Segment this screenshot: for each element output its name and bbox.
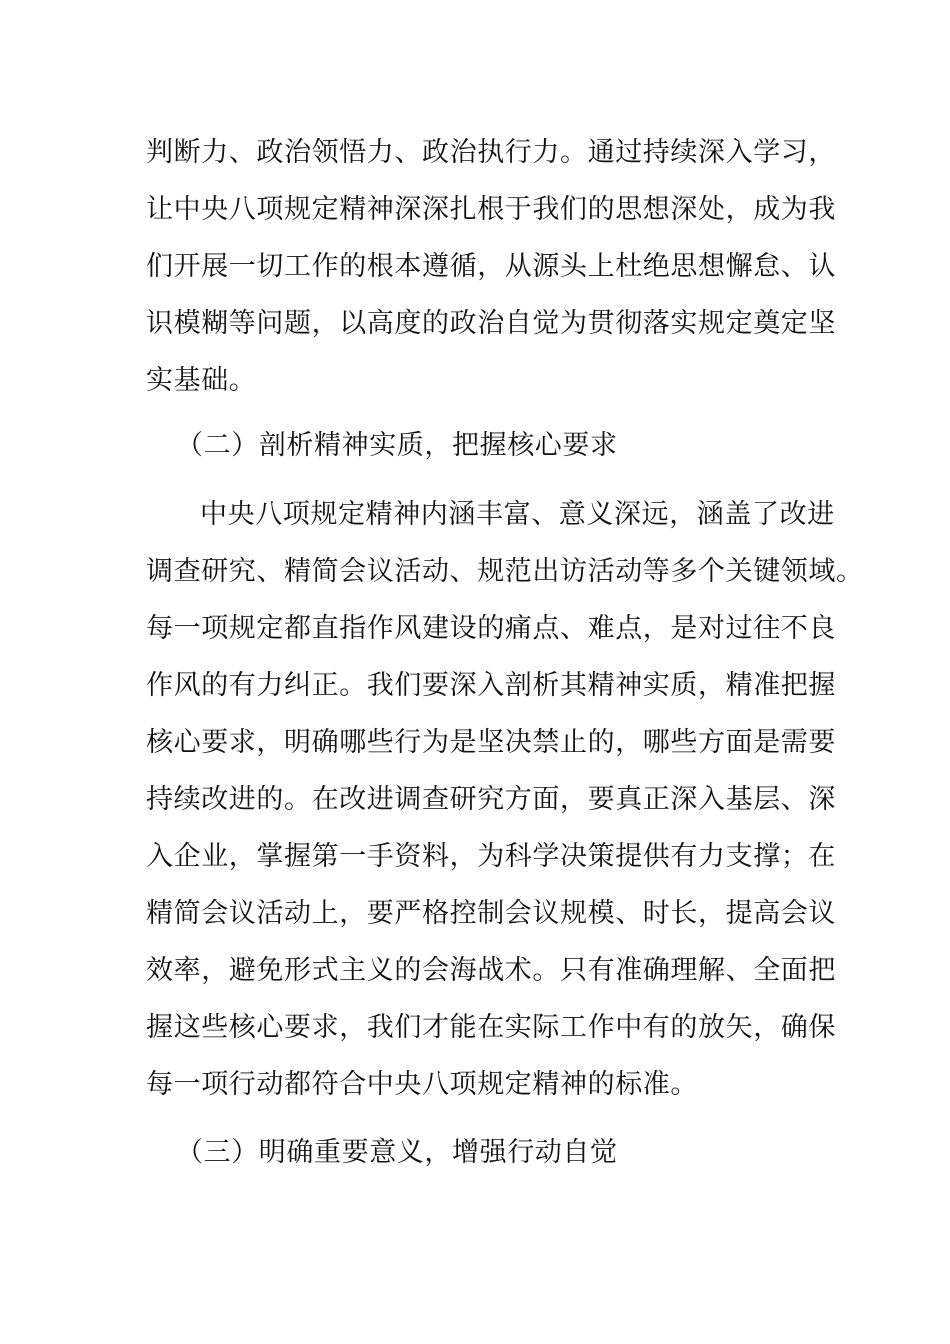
paragraph-1-line-1: 判断力、政治领悟力、政治执行力。通过持续深入学习， xyxy=(146,137,836,168)
paragraph-2-line-4: 作风的有力纠正。我们要深入剖析其精神实质，精准把握 xyxy=(146,670,836,701)
section-heading-2: （二）剖析精神实质，把握核心要求 xyxy=(176,430,618,461)
paragraph-1-line-5: 实基础。 xyxy=(146,365,257,396)
paragraph-2-line-11: 每一项行动都符合中央八项规定精神的标准。 xyxy=(146,1069,698,1100)
paragraph-2-line-9: 效率，避免形式主义的会海战术。只有准确理解、全面把 xyxy=(146,955,836,986)
paragraph-2-line-3: 每一项规定都直指作风建设的痛点、难点，是对过往不良 xyxy=(146,613,836,644)
paragraph-2-line-5: 核心要求，明确哪些行为是坚决禁止的，哪些方面是需要 xyxy=(146,727,836,758)
paragraph-2-line-10: 握这些核心要求，我们才能在实际工作中有的放矢，确保 xyxy=(146,1012,836,1043)
paragraph-1-line-2: 让中央八项规定精神深深扎根于我们的思想深处，成为我 xyxy=(146,194,836,225)
paragraph-1-line-4: 识模糊等问题，以高度的政治自觉为贯彻落实规定奠定坚 xyxy=(146,308,836,339)
paragraph-2-line-8: 精简会议活动上，要严格控制会议规模、时长，提高会议 xyxy=(146,898,836,929)
paragraph-2-line-6: 持续改进的。在改进调查研究方面，要真正深入基层、深 xyxy=(146,784,836,815)
paragraph-2-line-2: 调查研究、精简会议活动、规范出访活动等多个关键领域。 xyxy=(146,556,864,587)
paragraph-2-line-1: 中央八项规定精神内涵丰富、意义深远，涵盖了改进 xyxy=(200,499,835,530)
section-heading-3: （三）明确重要意义，增强行动自觉 xyxy=(176,1137,618,1168)
paragraph-1-line-3: 们开展一切工作的根本遵循，从源头上杜绝思想懈怠、认 xyxy=(146,251,836,282)
paragraph-2-line-7: 入企业，掌握第一手资料，为科学决策提供有力支撑；在 xyxy=(146,841,836,872)
